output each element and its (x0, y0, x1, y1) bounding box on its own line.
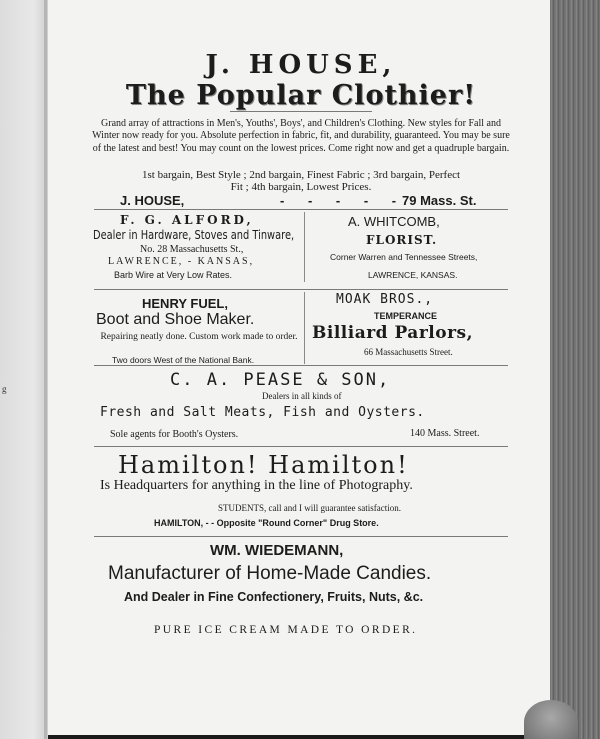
column-divider (304, 212, 305, 282)
bargain-line-1: 1st bargain, Best Style ; 2nd bargain, Finest Fabric ; 3rd bargain, Perfect (141, 169, 461, 181)
wiedemann-name: WM. WIEDEMANN, (210, 542, 344, 559)
margin-mark: g (2, 384, 7, 394)
pease-name: C. A. PEASE & SON, (170, 370, 391, 390)
advertisements (90, 0, 512, 739)
wiedemann-title: Manufacturer of Home-Made Candies. (108, 563, 432, 584)
pease-title: Fresh and Salt Meats, Fish and Oysters. (100, 405, 425, 420)
fuel-repair: Repairing neatly done. Custom work made to order. (100, 332, 298, 342)
house-paragraph: Grand array of attractions in Men's, Youths', Boys', and Children's Clothing. New styles for Fall and Winter now ready for you. Absolute perfection in fabric, fit, and durability, guaranteed. You may be sure of the latest and best! You may count on the lowest prices. Come right now and get a quadruple bargain. (92, 118, 510, 154)
alford-city: LAWRENCE, - KANSAS, (108, 256, 255, 267)
divider (94, 536, 508, 537)
whitcomb-name: A. WHITCOMB, (348, 214, 440, 229)
thumb (524, 700, 578, 739)
pease-agents: Sole agents for Booth's Oysters. (110, 429, 239, 440)
hamilton-title: Hamilton! Hamilton! (118, 451, 409, 479)
house-address: 79 Mass. St. (402, 193, 477, 208)
moak-name: MOAK BROS., (336, 292, 434, 307)
hamilton-description: Is Headquarters for anything in the line of Photography. (100, 478, 413, 493)
fuel-title: Boot and Shoe Maker. (96, 311, 255, 328)
pease-dealers: Dealers in all kinds of (262, 391, 342, 401)
moak-title: Billiard Parlors, (312, 323, 474, 343)
alford-description: Dealer in Hardware, Stoves and Tinware, (93, 228, 295, 242)
house-bargains (90, 169, 512, 193)
book-page-edges (550, 0, 600, 739)
column-divider (304, 292, 305, 364)
wiedemann-ice-cream: PURE ICE CREAM MADE TO ORDER. (154, 624, 418, 636)
wiedemann-dealer: And Dealer in Fine Confectionery, Fruits, Nuts, &c. (124, 590, 424, 604)
hamilton-students: STUDENTS, call and I will guarantee satisfaction. (218, 503, 401, 513)
book-gutter (44, 0, 47, 739)
moak-temperance: TEMPERANCE (374, 311, 438, 321)
house-title: J. HOUSE, (205, 50, 397, 80)
alford-note: Barb Wire at Very Low Rates. (114, 270, 233, 280)
alford-name: F. G. ALFORD, (120, 213, 254, 227)
pease-address: 140 Mass. Street. (410, 428, 480, 439)
alford-address: No. 28 Massachusetts St., (140, 244, 244, 255)
facing-page (0, 0, 48, 739)
house-subtitle: The Popular Clothier! (125, 80, 477, 111)
divider (94, 365, 508, 366)
hamilton-location: HAMILTON, - - Opposite "Round Corner" Drug Store. (154, 518, 379, 528)
whitcomb-city: LAWRENCE, KANSAS. (368, 270, 458, 280)
fuel-location: Two doors West of the National Bank. (112, 355, 255, 365)
whitcomb-address: Corner Warren and Tennessee Streets, (330, 252, 478, 262)
house-dashes: - - - - - (280, 193, 407, 208)
divider (94, 446, 508, 447)
divider (94, 289, 508, 290)
divider (230, 111, 372, 112)
divider (94, 209, 508, 210)
house-name: J. HOUSE, (120, 193, 185, 208)
moak-address: 66 Massachusetts Street. (364, 347, 453, 357)
bargain-line-2: Fit ; 4th bargain, Lowest Prices. (230, 181, 372, 193)
fuel-name: HENRY FUEL, (142, 296, 228, 311)
whitcomb-title: FLORIST. (366, 233, 438, 247)
